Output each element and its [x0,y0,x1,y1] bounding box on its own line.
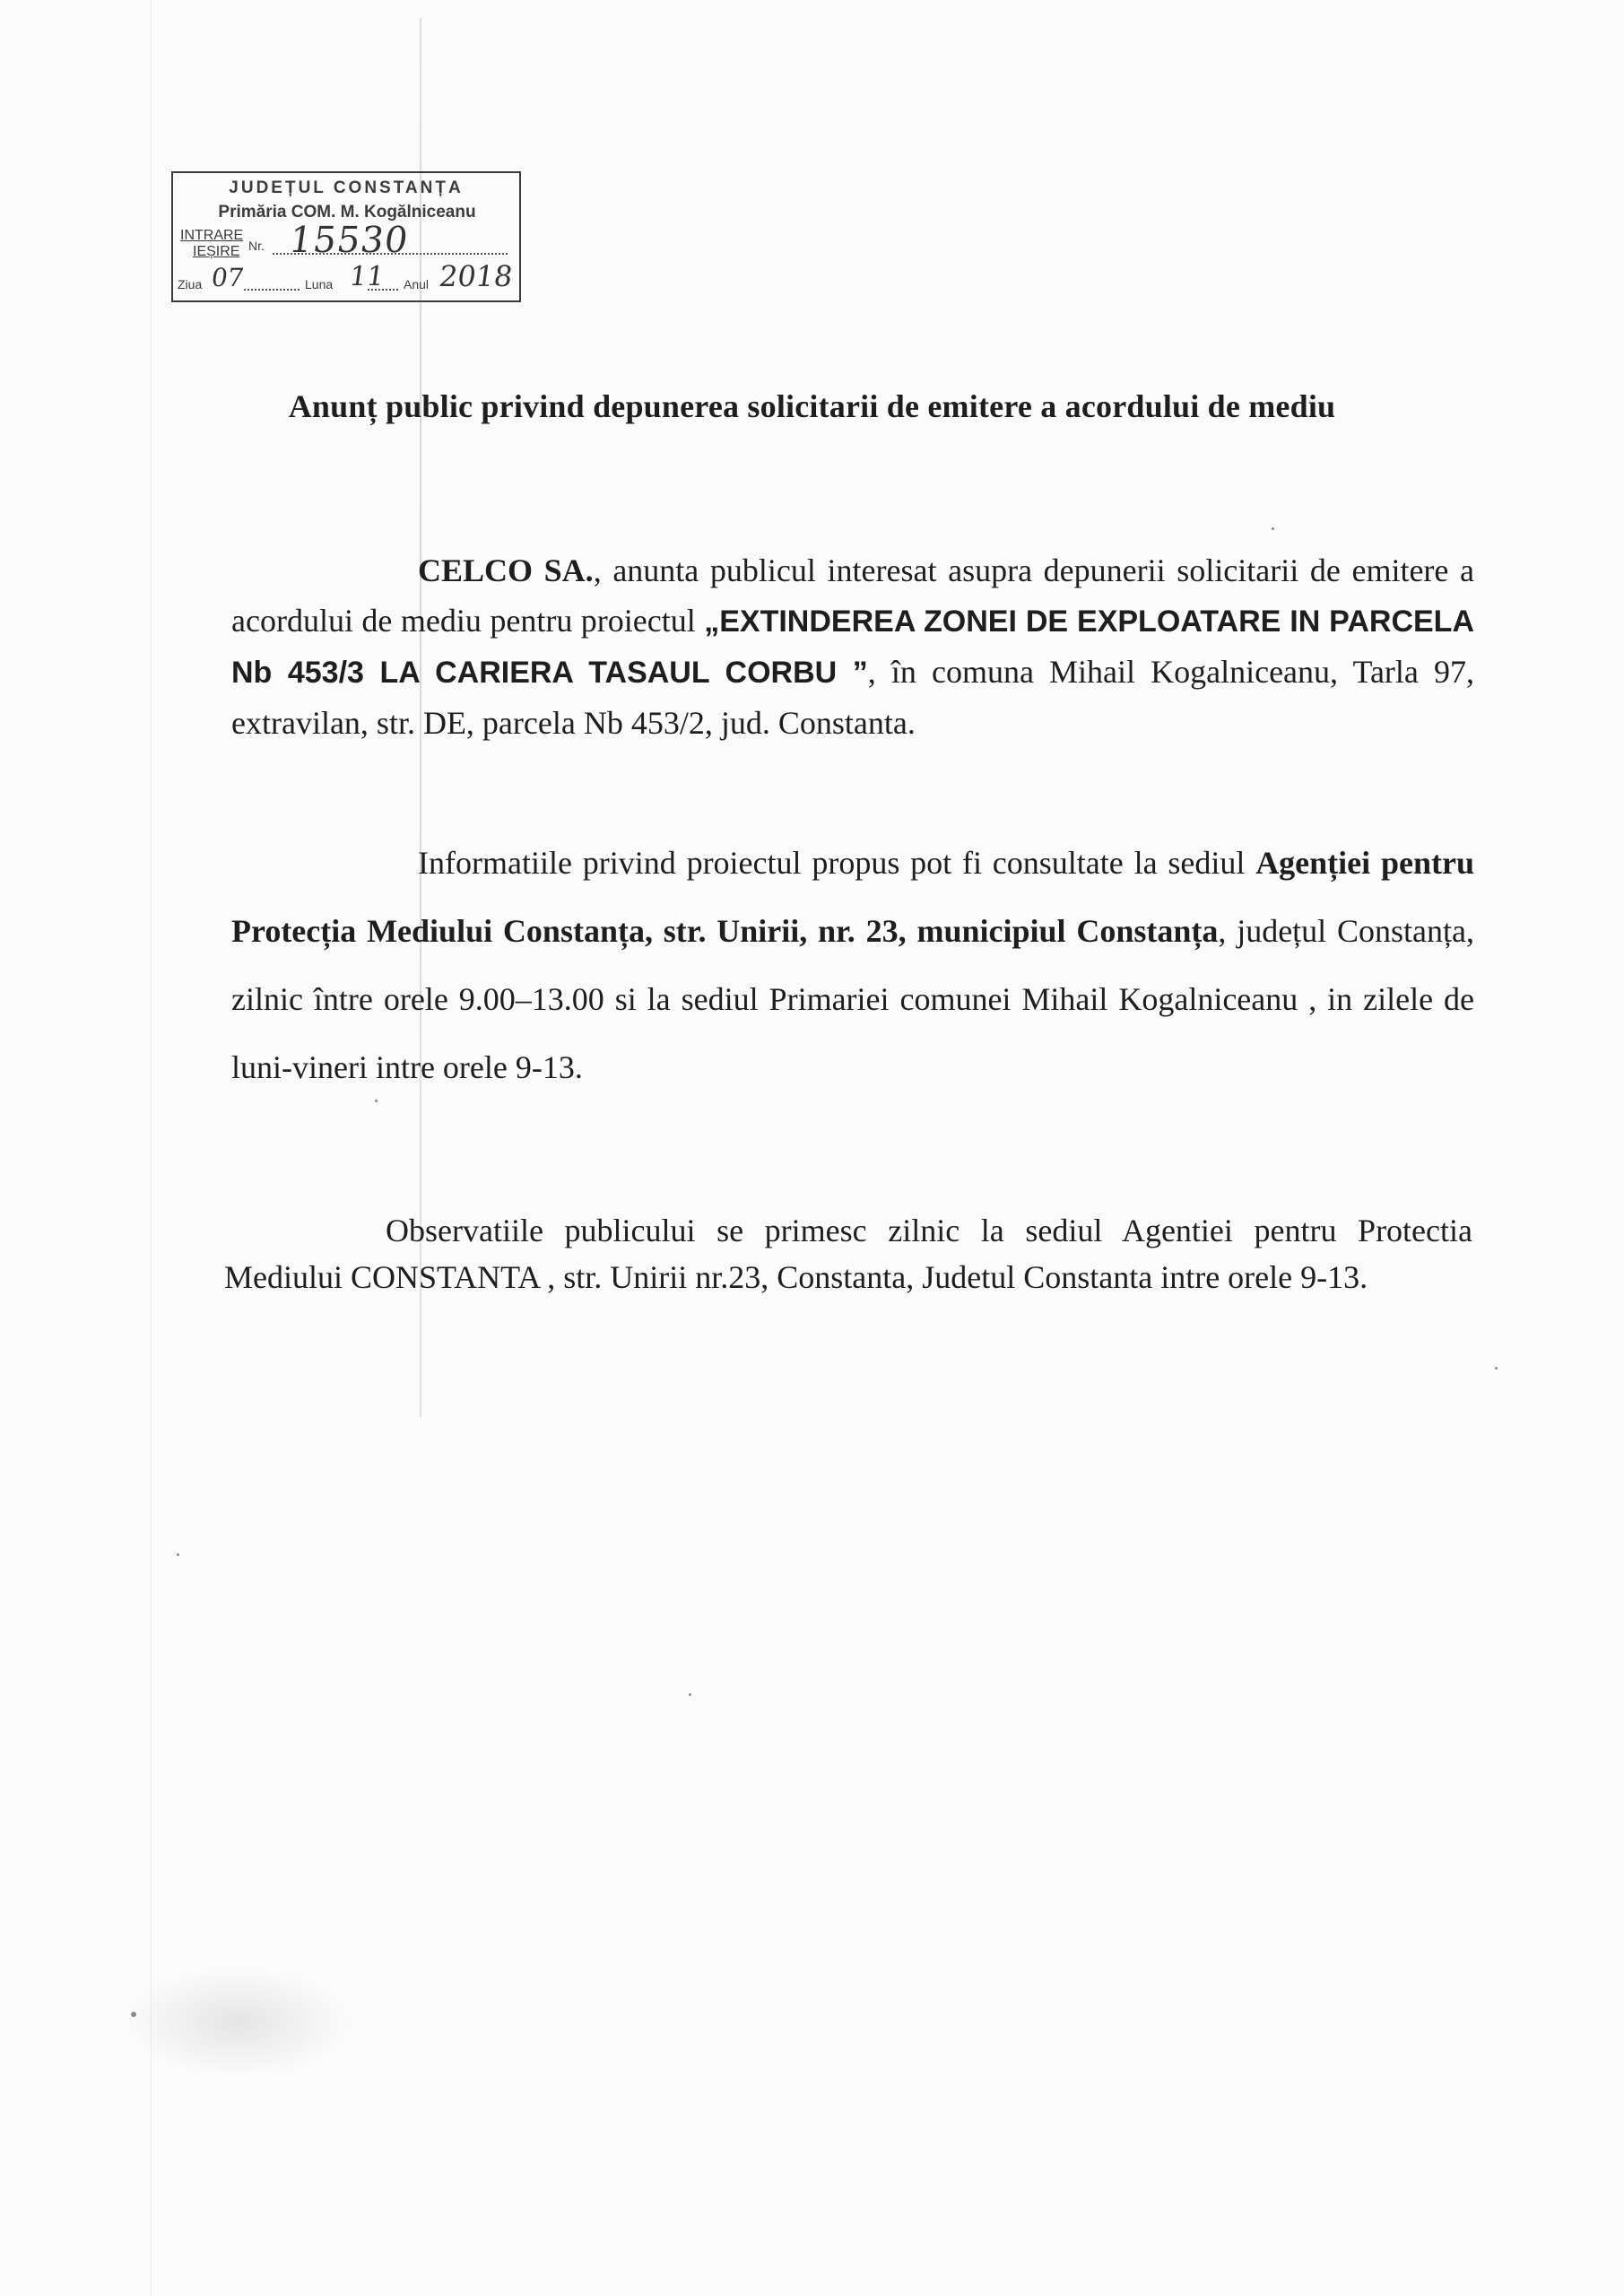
project-name: „EXTINDEREA ZONEI DE EXPLOATARE IN PARCELA Nb 453/3 LA CARIERA TASAUL CORBU ” [231,604,1474,690]
stamp-luna-label: Luna [305,277,334,291]
stamp-iesire-label: IEȘIRE [193,244,240,259]
registration-stamp [171,171,521,302]
scan-speck [177,1553,179,1556]
p2-text-a: Informatiile privind proiectul propus pot fi consultate la sediul [418,845,1256,881]
paragraph-observations [224,1207,1472,1300]
document-title: Anunț public privind depunerea solicitarii de emitere a acordului de mediu [288,388,1336,424]
paragraph-consultation [231,829,1474,1101]
p1-text-a: , anunta publicul interesat asupra depunerii solicitarii de emitere a acordului de mediu pentru proiectul [231,552,1475,639]
scan-speck [1272,527,1274,530]
scan-speck [1495,1367,1498,1370]
p2-text-b: , județul Constanța, zilnic între orele 9.00–13.00 si la sediul Primariei comunei Mihail Kogalniceanu , in zilele de luni-vineri intre orele 9-13. [231,913,1474,1085]
stamp-nr-label: Nr. [248,239,265,253]
stamp-ziua-label: Ziua [178,277,203,291]
stamp-anul-label: Anul [404,277,430,291]
stamp-intrare-label: INTRARE [180,228,244,243]
stamp-ziua-value: 07 [209,263,246,292]
p3-text: Observatiile publicului se primesc zilnic la sediul Agentiei pentru Protectia Mediului CONSTANTA , str. Unirii nr.23, Constanta, Judetul Constanta intre orele 9-13. [224,1213,1472,1295]
p1-text-b: , în comuna Mihail Kogalniceanu, Tarla 97, extravilan, str. DE, parcela Nb 453/2, jud. Constanta. [231,654,1474,741]
scan-speck [131,2012,136,2017]
company-name: CELCO SA. [418,552,594,588]
stamp-registration-number: 15530 [286,220,412,261]
scan-smudge [126,1969,350,2076]
stamp-luna-dots [368,277,398,291]
scan-speck [375,1100,378,1102]
stamp-institution: Primăria COM. M. Kogălniceanu [218,203,476,222]
paragraph-announcement [231,545,1474,748]
scan-edge-line [151,0,152,2296]
stamp-date-row [178,259,516,297]
stamp-ziua-dots [244,277,300,291]
stamp-anul-value: 2018 [437,259,516,293]
stamp-luna-value: 11 [347,261,386,292]
stamp-county: JUDEȚUL CONSTANȚA [229,178,464,197]
agency-address: Agenției pentru Protecția Mediului Constanța, str. Unirii, nr. 23, municipiul Constanța [231,845,1474,949]
scan-speck [689,1693,691,1696]
